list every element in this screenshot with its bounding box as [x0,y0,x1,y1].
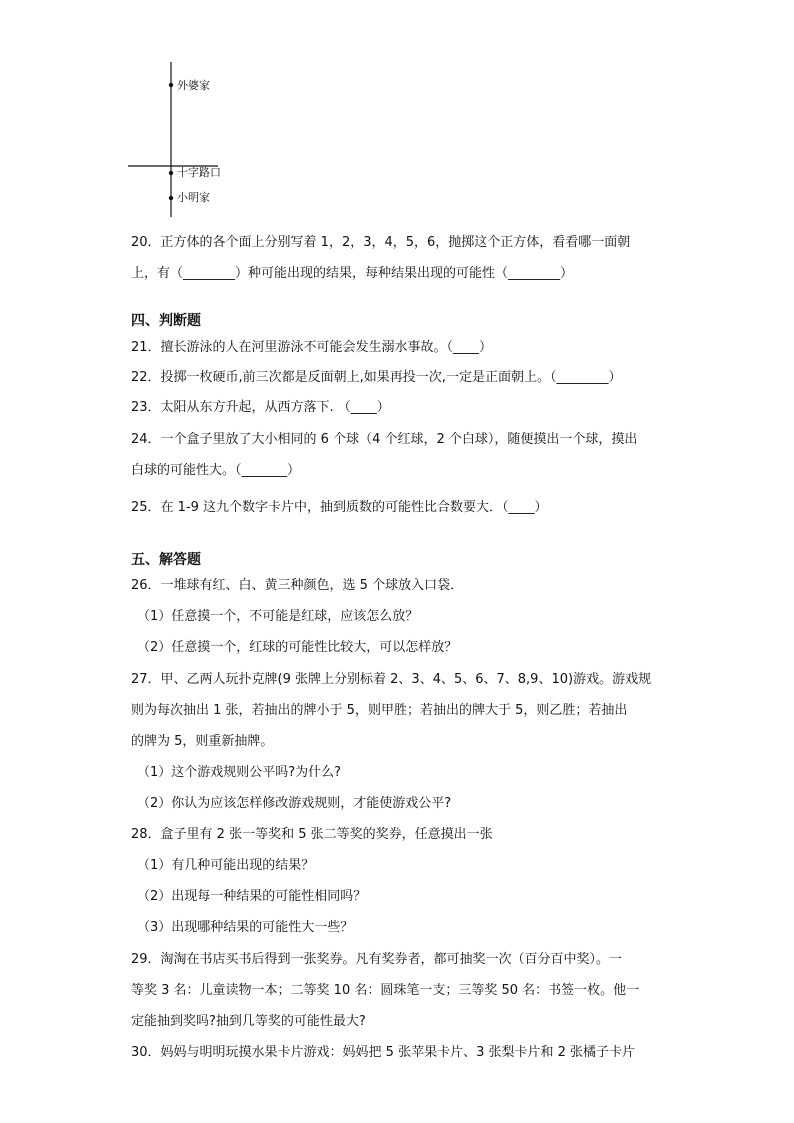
grandma-house-point [169,83,173,87]
q24-line2: 白球的可能性大。（_______） [131,463,301,478]
q20-line1: 20．正方体的各个面上分别写着 1，2，3，4，5，6，抛掷这个正方体，看看哪一面朝 [131,235,631,250]
grandma-house-label: 外婆家 [177,79,210,92]
section4-title: 四、判断题 [131,313,201,329]
q22: 22．投掷一枚硬币,前三次都是反面朝上,如果再投一次,一定是正面朝上。（________） [131,370,622,385]
q28-part1: （1）有几种可能出现的结果？ [137,858,315,873]
q29-line3: 定能抽到奖吗?抽到几等奖的可能性最大? [131,1014,366,1029]
q23: 23．太阳从东方升起，从西方落下. （____） [131,400,390,415]
q26-part2: （2）任意摸一个，红球的可能性比较大，可以怎样放？ [137,640,458,655]
q30-line1: 30．妈妈与明明玩摸水果卡片游戏：妈妈把 5 张苹果卡片、3 张梨卡片和 2 张橘子卡片 [131,1045,636,1060]
q29-line2: 等奖 3 名：儿童读物一本；二等奖 10 名：圆珠笔一支；三等奖 50 名：书签一枚。他一 [131,983,640,998]
q27-line3: 的牌为 5，则重新抽牌。 [131,734,274,749]
q26: 26．一堆球有红、白、黄三种颜色，选 5 个球放入口袋． [131,578,464,593]
section5-title: 五、解答题 [131,552,201,568]
xiaoming-house-point [169,196,173,200]
q24-line1: 24．一个盒子里放了大小相同的 6 个球（4 个红球，2 个白球），随便摸出一个球，摸出 [131,432,638,447]
q21: 21．擅长游泳的人在河里游泳不可能会发生溺水事故。（____） [131,340,493,355]
q27-line2: 则为每次抽出 1 张，若抽出的牌小于 5，则甲胜；若抽出的牌大于 5，则乙胜；若抽出 [131,703,628,718]
crossroad-point [169,171,173,175]
q28-part3: （3）出现哪种结果的可能性大一些？ [137,920,354,935]
q27-part2: （2）你认为应该怎样修改游戏规则，才能使游戏公平? [137,796,452,811]
q26-part1: （1）任意摸一个，不可能是红球，应该怎么放？ [137,609,419,624]
q28-part2: （2）出现每一种结果的可能性相同吗？ [137,889,367,904]
xiaoming-house-label: 小明家 [177,191,210,204]
q29-line1: 29．淘淘在书店买书后得到一张奖券。凡有奖券者，都可抽奖一次（百分百中奖）。一 [131,952,623,967]
q20-line2: 上，有（________）种可能出现的结果，每种结果出现的可能性（________） [131,266,574,281]
q27-part1: （1）这个游戏规则公平吗?为什么? [137,765,342,780]
route-diagram [128,62,228,222]
q27-line1: 27．甲、乙两人玩扑克牌(9 张牌上分别标着 2、3、4、5、6、7、8,9、10)游戏。游戏规 [131,672,652,687]
q25: 25．在 1-9 这九个数字卡片中，抽到质数的可能性比合数要大．（____） [131,500,548,515]
crossroad-label: 十字路口 [177,166,221,179]
q28: 28．盒子里有 2 张一等奖和 5 张二等奖的奖券，任意摸出一张 [131,827,493,842]
